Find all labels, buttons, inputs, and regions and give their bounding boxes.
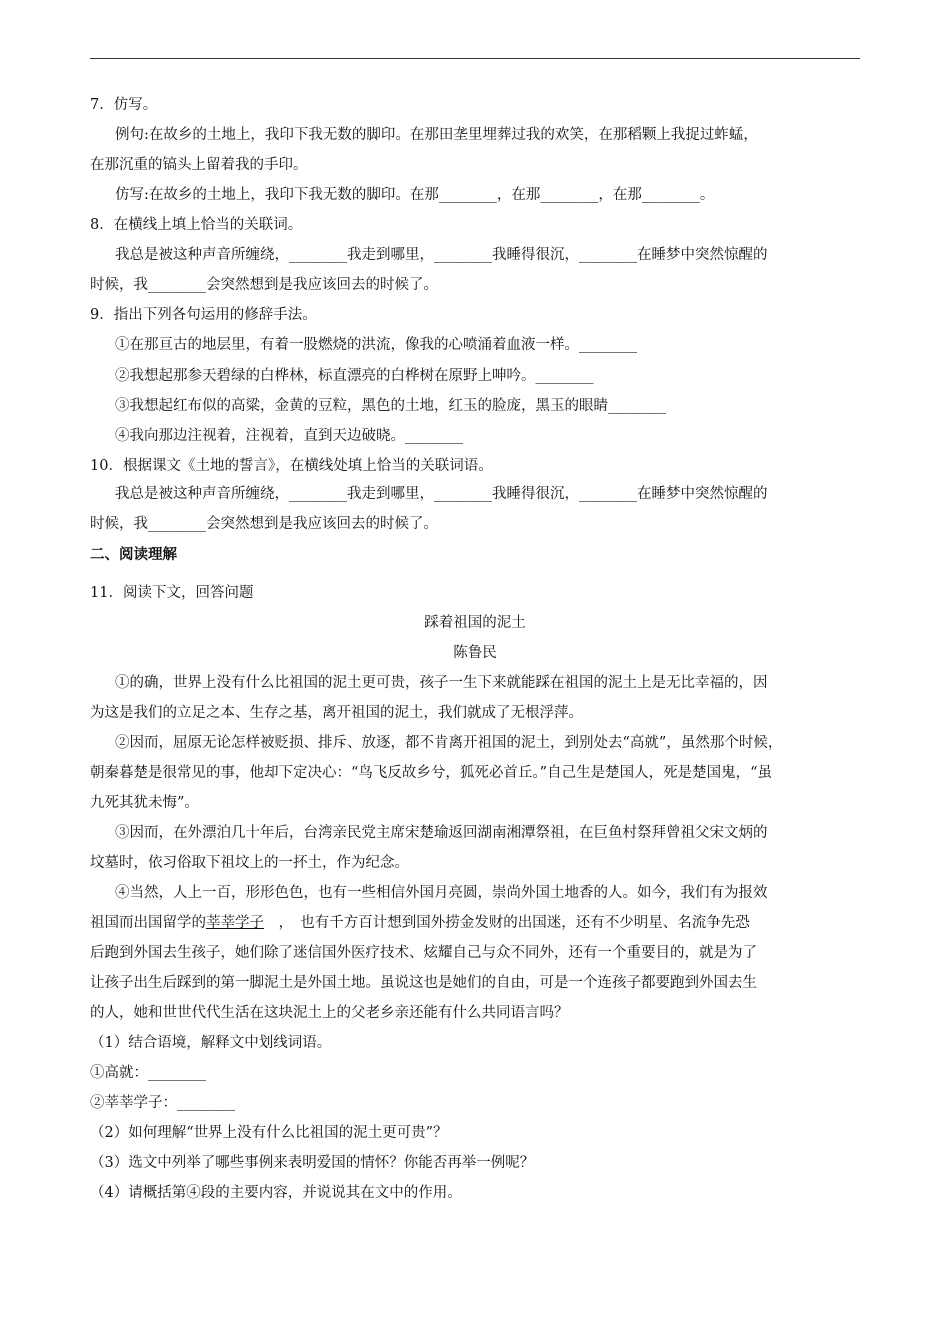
article-heading: 陈鲁民 (453, 645, 497, 661)
text-line: 的人，她和世世代代生活在这块泥土上的父老乡亲还能有什么共同语言吗？ (90, 1005, 569, 1021)
text-line: ④当然，人上一百，形形色色，也有一些相信外国月亮圆，崇尚外国土地香的人。如今，我们有为报效 (115, 885, 768, 901)
text-line: 9．指出下列各句运用的修辞手法。 (90, 307, 317, 323)
text-line: 例句:在故乡的土地上，我印下我无数的脚印。在那田垄里埋葬过我的欢笑，在那稻颗上我捉过蚱蜢， (115, 127, 758, 143)
text-line: 11．阅读下文，回答问题 (90, 585, 254, 601)
text-line: ②因而，屈原无论怎样被贬损、排斥、放逐，都不肯离开祖国的泥土，到别处去“高就”，虽然那个时候， (115, 735, 783, 751)
text-line: 在那沉重的镐头上留着我的手印。 (90, 157, 308, 173)
text-line: ①在那亘古的地层里，有着一股燃烧的洪流，像我的心喷涌着血液一样。________ (115, 337, 637, 353)
text-line: 8．在横线上填上恰当的关联词。 (90, 217, 303, 233)
section-heading: 二、阅读理解 (90, 547, 177, 563)
text-line: 时候，我________会突然想到是我应该回去的时候了。 (90, 516, 438, 532)
text-line: 时候，我________会突然想到是我应该回去的时候了。 (90, 277, 438, 293)
text-line: ②莘莘学子：________ (90, 1095, 235, 1111)
text-line: （3）选文中列举了哪些事例来表明爱国的情怀？你能否再举一例呢？ (90, 1155, 535, 1171)
text-line: 我总是被这种声音所缠绕，________我走到哪里，________我睡得很沉，________在睡梦中突然惊醒的 (115, 486, 768, 502)
underlined-term: 莘莘学子 (206, 915, 264, 931)
text-line: 我总是被这种声音所缠绕，________我走到哪里，________我睡得很沉，________在睡梦中突然惊醒的 (115, 247, 768, 263)
text-line: ③因而，在外漂泊几十年后，台湾亲民党主席宋楚瑜返回湖南湘潭祭祖，在巨鱼村祭拜曾祖父宋文炳的 (115, 825, 768, 841)
text-after: ， 也有千方百计想到国外捞金发财的出国迷，还有不少明星、名流争先恐 (264, 915, 750, 931)
text-line: 坟墓时，依习俗取下祖坟上的一抔土，作为纪念。 (90, 855, 409, 871)
text-line: （4）请概括第④段的主要内容，并说说其在文中的作用。 (90, 1185, 462, 1201)
text-line: 九死其犹未悔”。 (90, 795, 199, 811)
text-line: 让孩子出生后踩到的第一脚泥土是外国土地。虽说这也是她们的自由，可是一个连孩子都要跑到外国去生 (90, 975, 757, 991)
paragraph-line-underlined (90, 913, 860, 933)
text-line: 仿写:在故乡的土地上，我印下我无数的脚印。在那________，在那________，在那________。 (115, 187, 715, 203)
text-line: ③我想起红布似的高粱，金黄的豆粒，黑色的土地，红玉的脸庞，黑玉的眼睛________ (115, 398, 666, 414)
header-rule (90, 58, 860, 59)
text-before: 祖国而出国留学的 (90, 915, 206, 931)
text-line: ④我向那边注视着，注视着，直到天边破晓。________ (115, 428, 463, 444)
text-line: ①的确，世界上没有什么比祖国的泥土更可贵，孩子一生下来就能踩在祖国的泥土上是无比幸福的，因 (115, 675, 768, 691)
text-line: （2）如何理解“世界上没有什么比祖国的泥土更可贵”？ (90, 1125, 448, 1141)
text-line: （1）结合语境，解释文中划线词语。 (90, 1035, 332, 1051)
text-line: ①高就：________ (90, 1065, 206, 1081)
text-line: ②我想起那参天碧绿的白桦林，标直漂亮的白桦树在原野上呻吟。________ (115, 368, 594, 384)
text-line: 为这是我们的立足之本、生存之基，离开祖国的泥土，我们就成了无根浮萍。 (90, 705, 583, 721)
text-line: 后跑到外国去生孩子，她们除了迷信国外医疗技术、炫耀自己与众不同外，还有一个重要目的，就是为了 (90, 945, 757, 961)
text-line: 10．根据课文《土地的誓言》，在横线处填上恰当的关联词语。 (90, 458, 493, 474)
article-heading: 踩着祖国的泥土 (424, 615, 526, 631)
text-line: 朝秦暮楚是很常见的事，他却下定决心：“鸟飞反故乡兮，狐死必首丘。”自己生是楚国人，死是楚国鬼，“虽 (90, 765, 772, 781)
text-line: 7．仿写。 (90, 97, 158, 113)
